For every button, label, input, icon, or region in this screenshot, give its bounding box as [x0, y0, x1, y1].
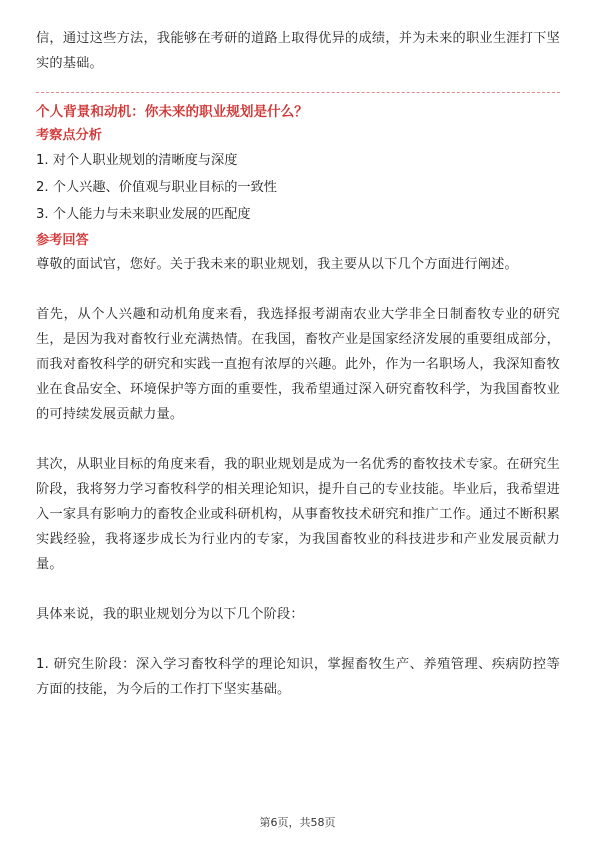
analysis-point: 1. 对个人职业规划的清晰度与深度 [36, 153, 238, 168]
analysis-point: 2. 个人兴趣、价值观与职业目标的一致性 [36, 180, 277, 195]
answer-paragraph: 尊敬的面试官，您好。关于我未来的职业规划，我主要从以下几个方面进行阐述。 [36, 257, 518, 272]
answer-heading: 参考回答 [36, 233, 89, 248]
paragraph-gap [36, 627, 560, 652]
answer-paragraph: 具体来说，我的职业规划分为以下几个阶段： [36, 607, 304, 622]
answer-paragraph: 其次，从职业目标的角度来看，我的职业规划是成为一名优秀的畜牧技术专家。在研究生阶段，我将努力学习畜牧科学的相关理论知识，提升自己的专业技能。毕业后，我希望进入一家具有影响力的畜牧企业或科研机构，从事畜牧技术研究和推广工作。通过不断积累实践经验，我将逐步成长为行业内的专家，为我国畜牧业的科技进步和产业发展贡献力量。 [36, 457, 560, 572]
page-content [36, 26, 560, 702]
paragraph-gap [36, 427, 560, 452]
paragraph-gap [36, 577, 560, 602]
page-number: 第6页，共58页 [259, 816, 336, 829]
question-title: 个人背景和动机：你未来的职业规划是什么？ [36, 104, 308, 120]
answer-paragraph: 1. 研究生阶段：深入学习畜牧科学的理论知识，掌握畜牧生产、养殖管理、疾病防控等方面的技能，为今后的工作打下坚实基础。 [36, 657, 560, 697]
answer-paragraph: 首先，从个人兴趣和动机角度来看，我选择报考湖南农业大学非全日制畜牧专业的研究生，是因为我对畜牧行业充满热情。在我国，畜牧产业是国家经济发展的重要组成部分，而我对畜牧科学的研究和实践一直抱有浓厚的兴趣。此外，作为一名职场人，我深知畜牧业在食品安全、环境保护等方面的重要性，我希望通过深入研究畜牧科学，为我国畜牧业的可持续发展贡献力量。 [36, 307, 560, 422]
analysis-heading: 考察点分析 [36, 128, 102, 143]
paragraph-gap [36, 277, 560, 302]
section-divider [36, 92, 560, 93]
analysis-point: 3. 个人能力与未来职业发展的匹配度 [36, 207, 251, 222]
intro-paragraph: 信，通过这些方法，我能够在考研的道路上取得优异的成绩，并为未来的职业生涯打下坚实的基础。 [36, 31, 560, 71]
